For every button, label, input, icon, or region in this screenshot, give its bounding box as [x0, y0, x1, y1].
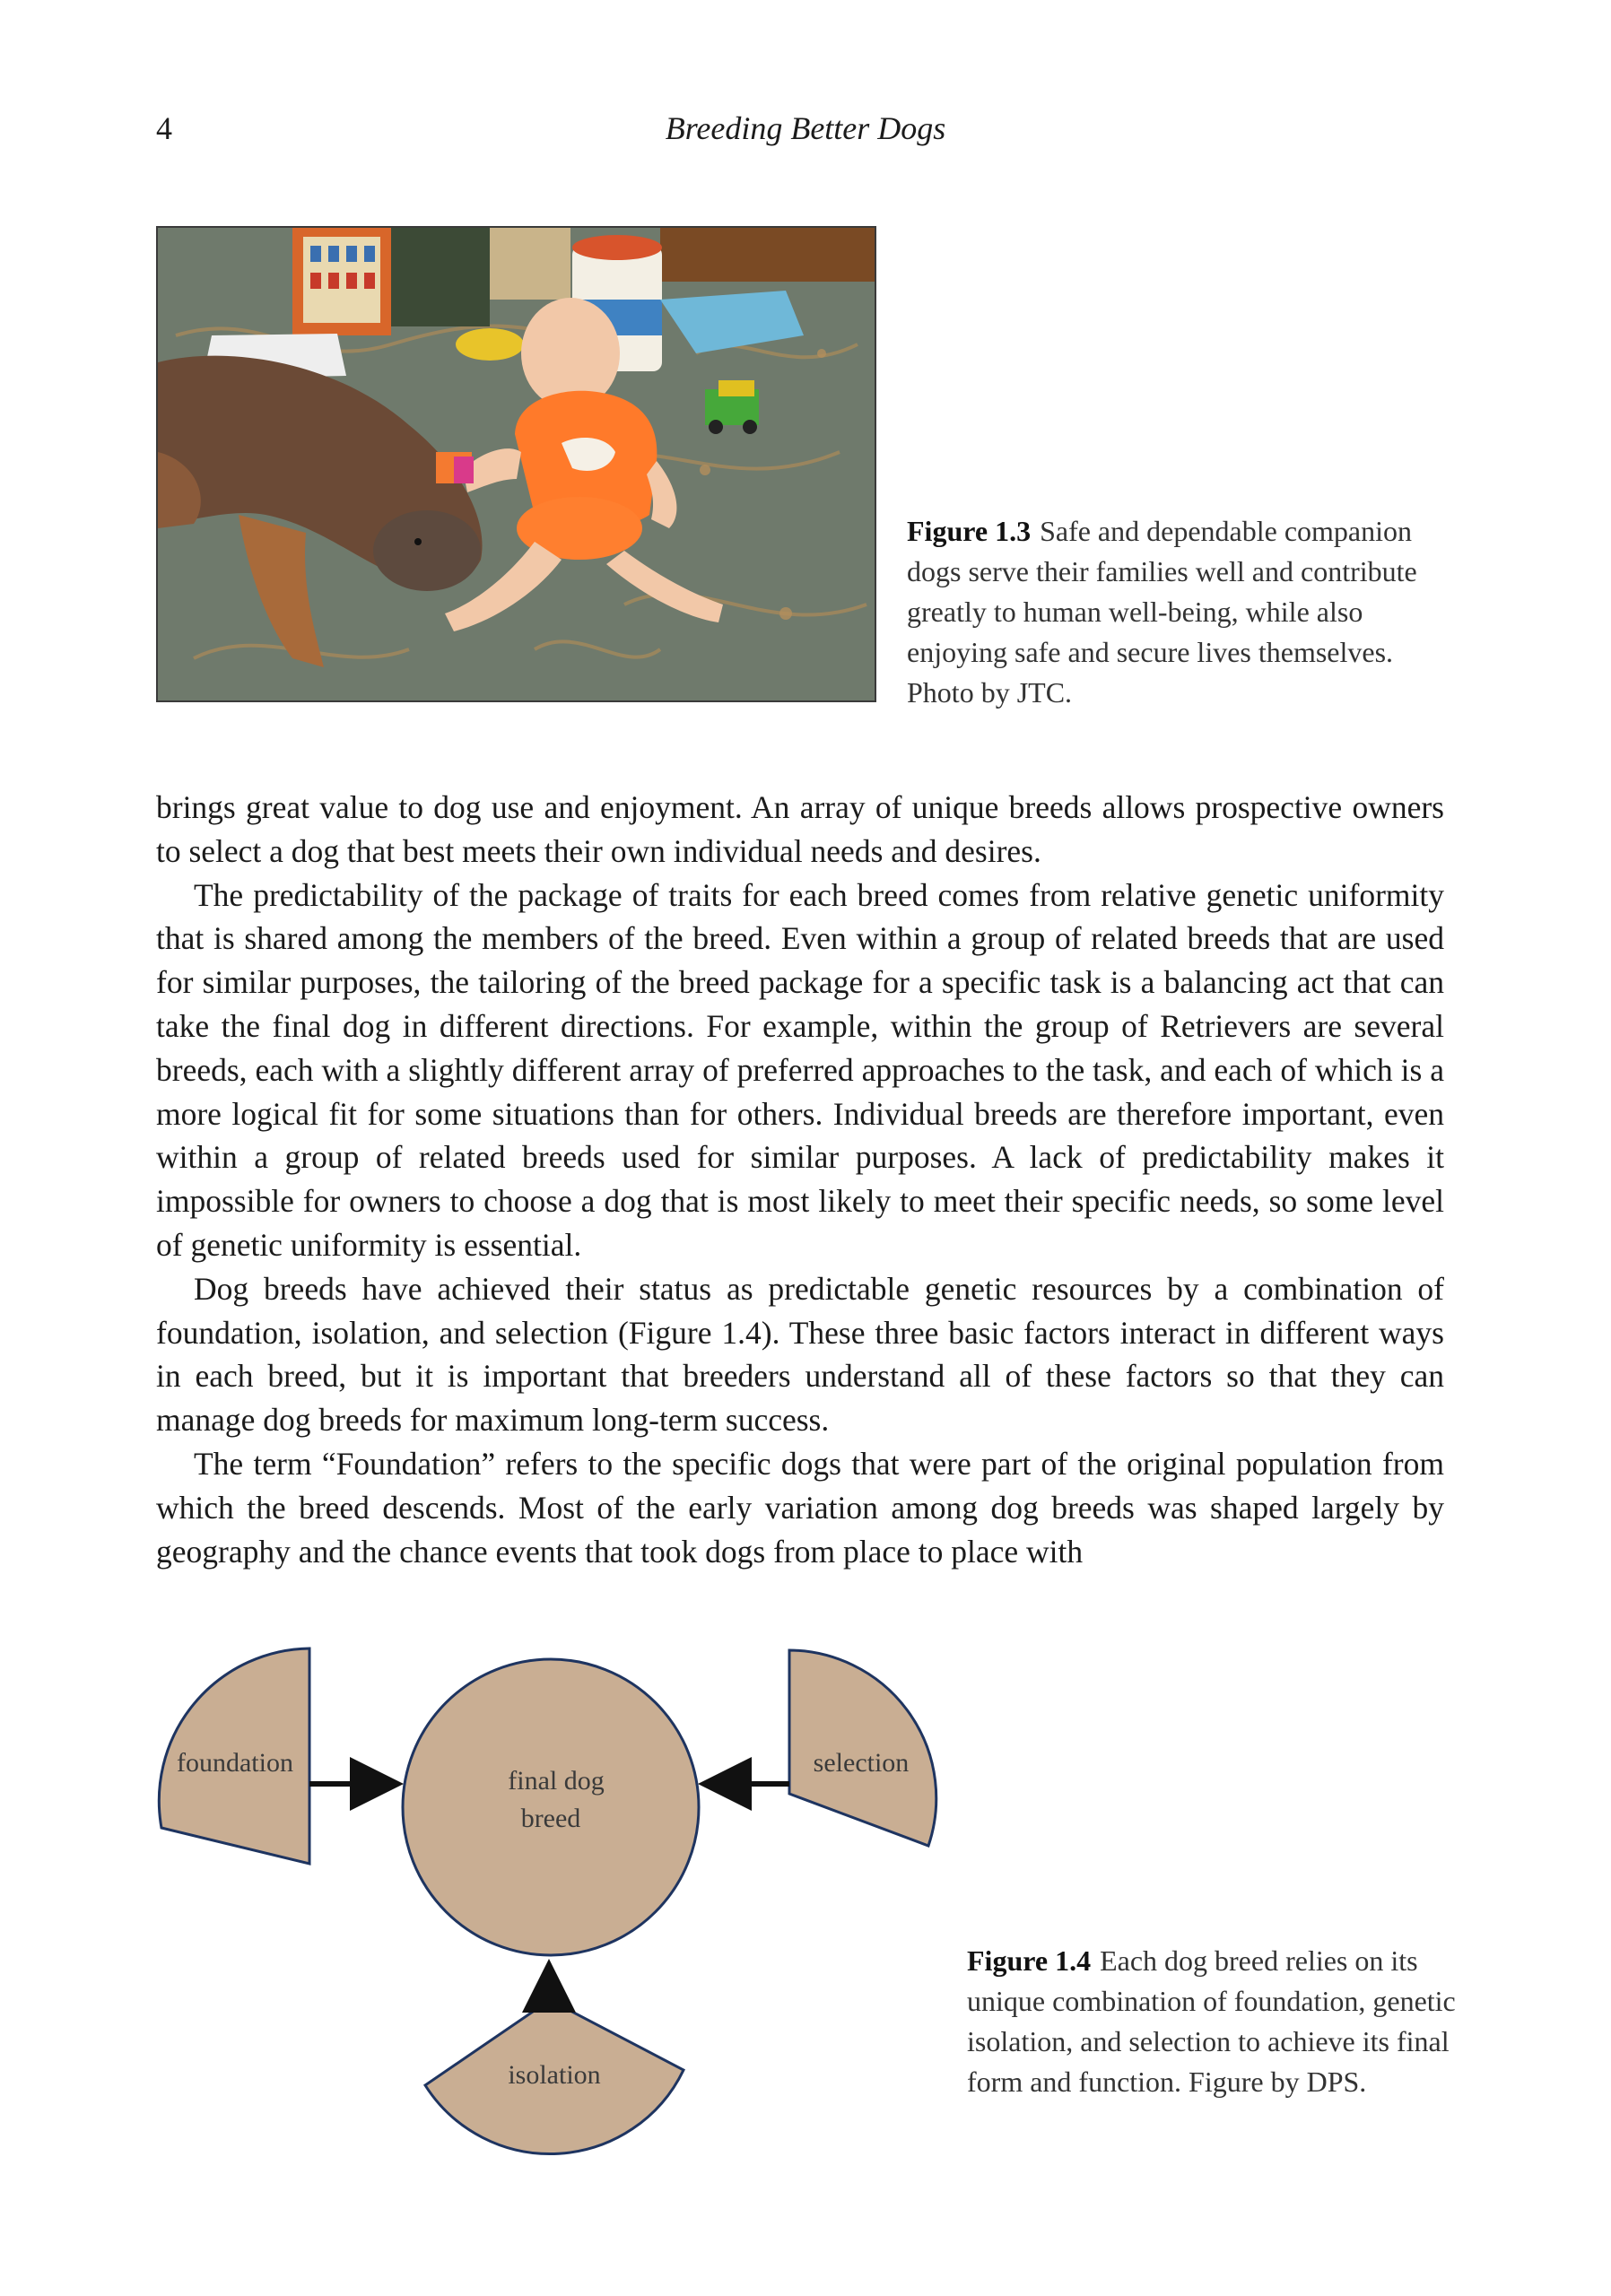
figure-1-4-label: Figure 1.4	[967, 1944, 1092, 1977]
paragraph-2: The predictability of the package of traits for each breed comes from relative genetic uniformity that is shared among the members of the breed. Even within a group of related breeds that are used for similar purposes, the tailoring of the breed package for a specific task is a balancing act that can take the final dog in different directions. For example, within the group of Retrievers are several breeds, each with a slightly different array of preferred approaches to the task, and each of which is a more logical fit for some situations than for others. Individual breeds are therefore important, even within a group of related breeds used for similar purposes. A lack of predictability makes it impossible for owners to choose a dog that is most likely to meet their specific needs, so some level of genetic uniformity is essential.	[156, 876, 1444, 1263]
figure-1-3-photo	[156, 226, 876, 702]
paragraph-4: The term “Foundation” refers to the specific dogs that were part of the original population from which the breed descends. Most of the early variation among dog breeds was shaped largely by geography and the chance events that took dogs from place to place with	[156, 1445, 1444, 1570]
figure-1-4-diagram	[0, 1614, 987, 2206]
figure-1-4-caption-text: Each dog breed relies on its unique combination of foundation, genetic isolation, and selection to achieve its final form and function. Figure by DPS.	[967, 1944, 1456, 2098]
final-dog-breed-label-line2: breed	[520, 1804, 581, 1833]
figure-1-3-label: Figure 1.3	[907, 515, 1032, 547]
figure-1-4-caption	[967, 1941, 1456, 2102]
running-title: Breeding Better Dogs	[665, 110, 946, 146]
page-number: 4	[156, 110, 172, 146]
paragraph-1: brings great value to dog use and enjoyment. An array of unique breeds allows prospective owners to select a dog that best meets their own individual needs and desires.	[156, 789, 1444, 869]
figure-1-3-caption-text: Safe and dependable companion dogs serve their families well and contribute greatly to human well-being, while also enjoying safe and secure lives themselves. Photo by JTC.	[907, 515, 1417, 709]
selection-label: selection	[813, 1748, 910, 1778]
foundation-label: foundation	[177, 1748, 293, 1778]
final-dog-breed-label-line1: final dog	[508, 1766, 605, 1796]
isolation-label: isolation	[508, 2060, 601, 2090]
figure-1-3-caption	[907, 511, 1454, 713]
paragraph-3: Dog breeds have achieved their status as predictable genetic resources by a combination of foundation, isolation, and selection (Figure 1.4). These three basic factors interact in different ways in each breed, but it is important that breeders understand all of these factors so that they can manage dog breeds for maximum long-term success.	[156, 1270, 1444, 1439]
body-text	[156, 786, 1444, 1573]
